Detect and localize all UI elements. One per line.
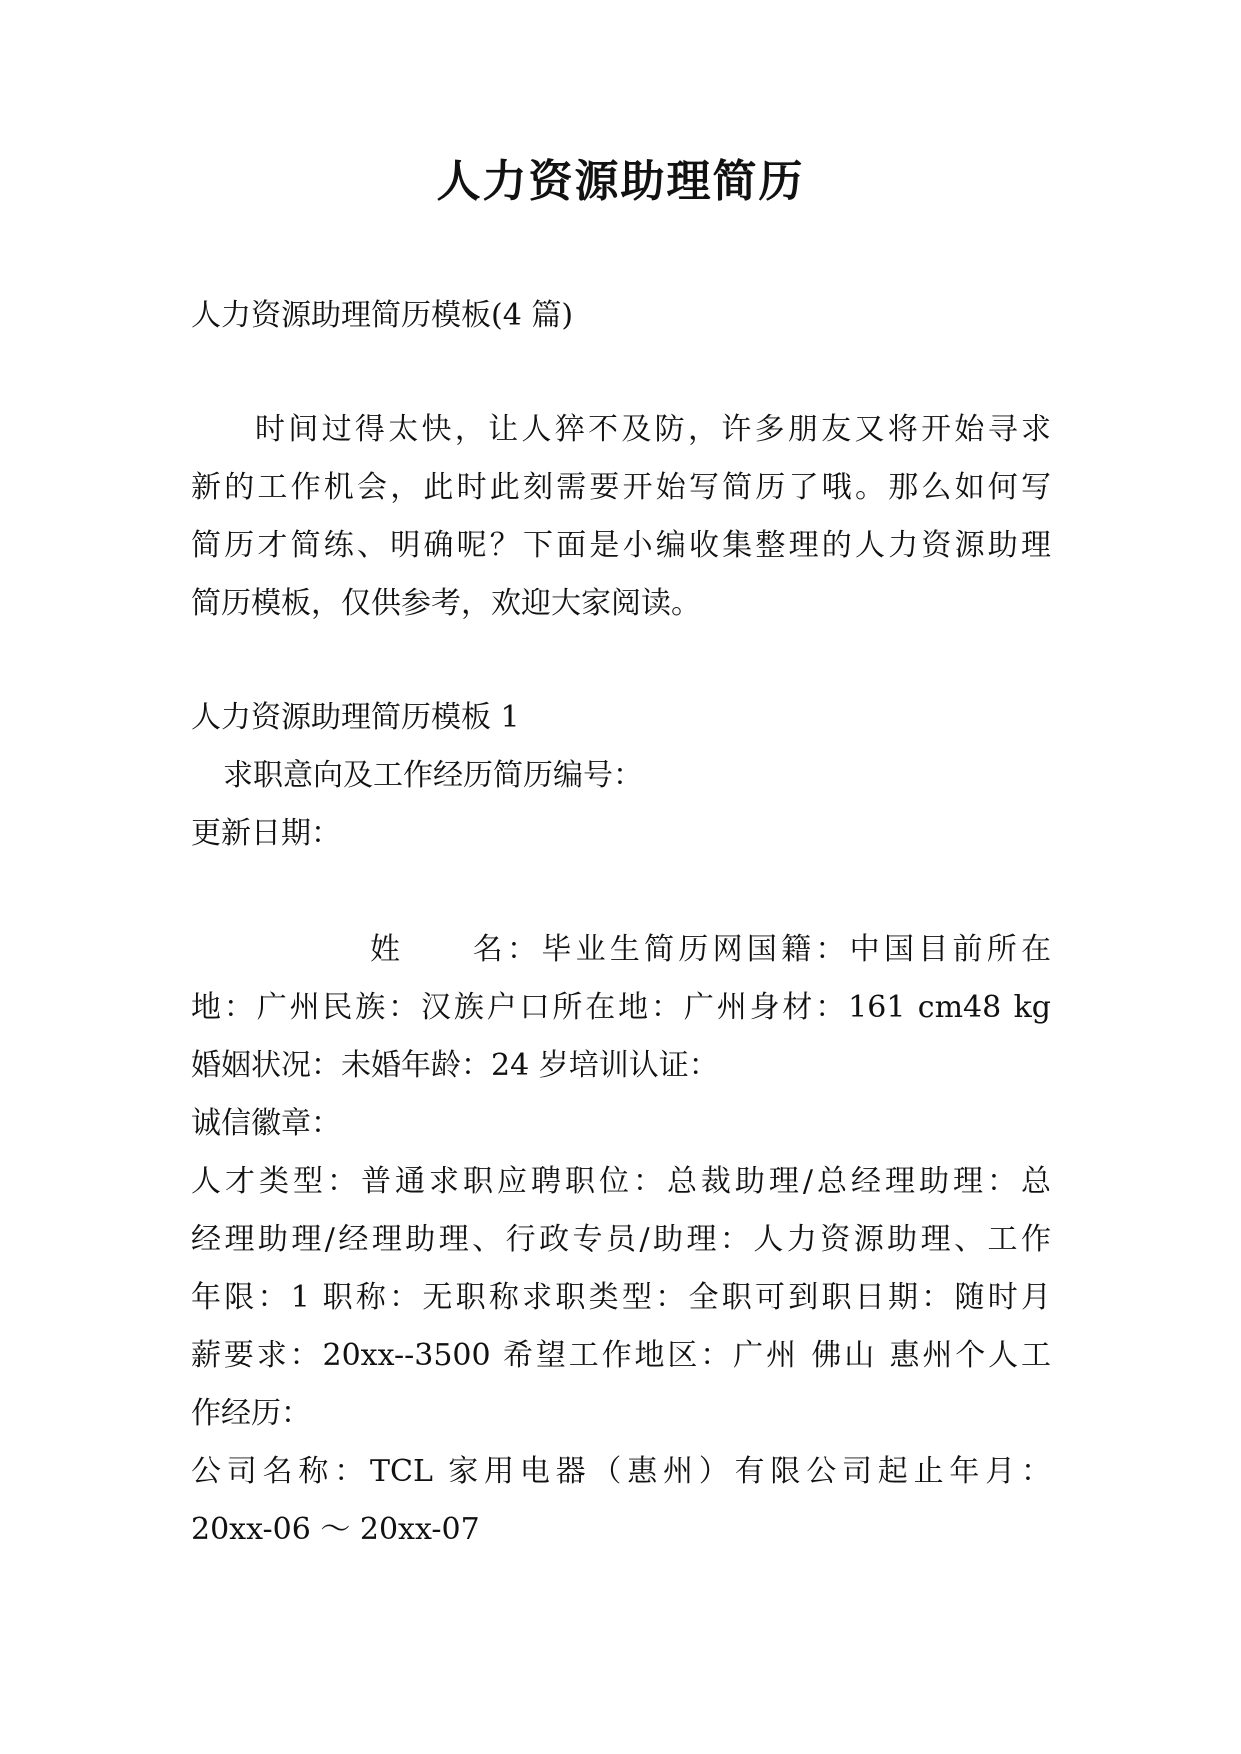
resume-line: 姓 名：毕业生简历网国籍：中国目前所在 [370,932,1051,967]
intro-line: 新的工作机会，此时此刻需要开始写简历了哦。那么如何写 [191,470,1051,505]
document-title: 人力资源助理简历 [436,156,805,207]
document-subtitle: 人力资源助理简历模板(4 篇) [191,298,574,333]
intro-line: 时间过得太快，让人猝不及防，许多朋友又将开始寻求 [255,412,1051,447]
resume-line: 求职意向及工作经历简历编号： [223,758,643,793]
resume-line: 地：广州民族：汉族户口所在地：广州身材：161 cm48 kg [191,990,1051,1025]
intro-line: 简历模板，仅供参考，欢迎大家阅读。 [191,586,701,621]
resume-line: 20xx-06 ～ 20xx-07 [191,1512,480,1547]
resume-line: 婚姻状况：未婚年龄：24 岁培训认证： [191,1048,719,1083]
resume-line: 公司名称：TCL 家用电器（惠州）有限公司起止年月： [191,1454,1051,1489]
resume-line: 年限：1 职称：无职称求职类型：全职可到职日期：随时月 [191,1280,1051,1315]
intro-line: 简历才简练、明确呢？下面是小编收集整理的人力资源助理 [191,528,1051,563]
resume-line: 薪要求：20xx--3500 希望工作地区：广州 佛山 惠州个人工 [191,1338,1051,1373]
resume-line: 诚信徽章： [191,1106,341,1141]
resume-line: 更新日期： [191,816,341,851]
template-heading: 人力资源助理简历模板 1 [191,700,520,735]
resume-line: 经理助理/经理助理、行政专员/助理：人力资源助理、工作 [191,1222,1051,1257]
resume-line: 人才类型：普通求职应聘职位：总裁助理/总经理助理：总 [191,1164,1051,1199]
resume-line: 作经历： [191,1396,311,1431]
